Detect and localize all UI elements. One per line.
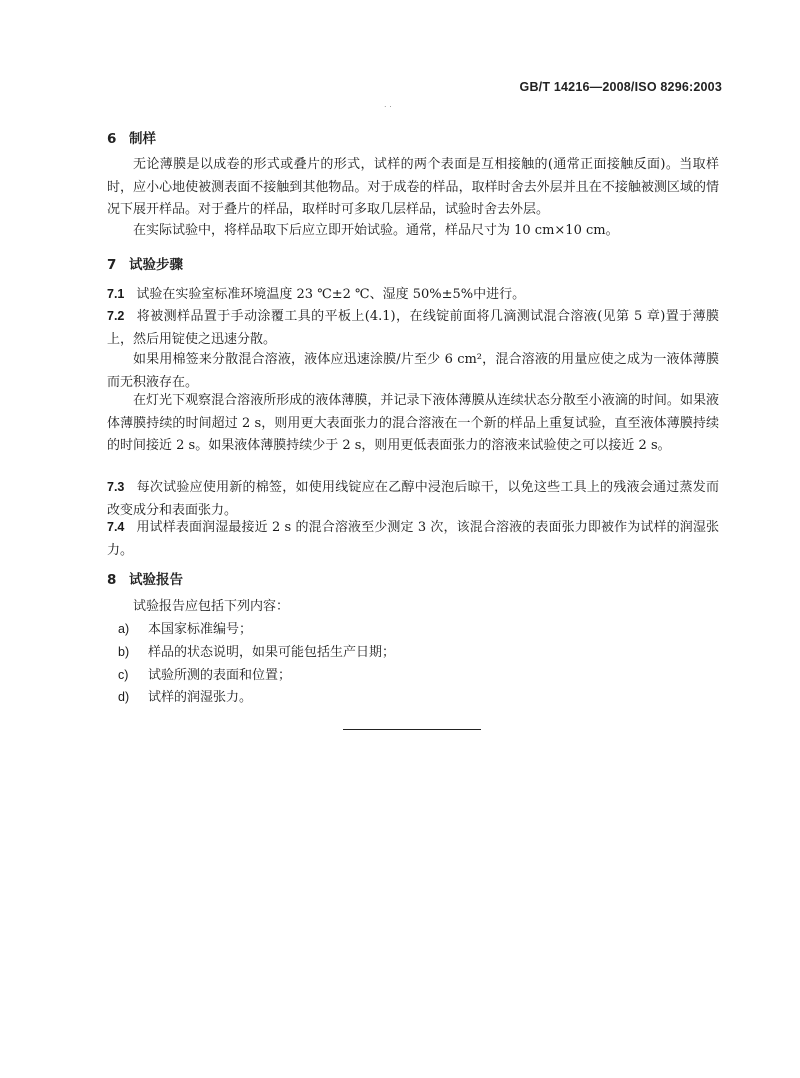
list-text: 本国家标准编号； <box>148 622 253 637</box>
section-7-heading <box>107 253 183 273</box>
list-label: d) <box>118 690 130 704</box>
section-8-title: 试验报告 <box>129 572 183 588</box>
section-7-number: 7 <box>107 257 117 273</box>
clause-7-3-text: 每次试验应使用新的棉签，如使用线锭应在乙醇中浸泡后晾干，以免这些工具上的残液会通过蒸发而改变成分和表面张力。 <box>107 480 719 518</box>
report-list-item <box>118 664 291 688</box>
clause-7-2-paragraph-2: 如果用棉签来分散混合溶液，液体应迅速涂膜/片至少 6 cm²，混合溶液的用量应使之成为一液体薄膜而无积液存在。 <box>107 352 719 390</box>
section-6-number: 6 <box>107 131 117 147</box>
report-list-item <box>118 686 252 710</box>
clause-7-1-text: 试验在实验室标准环境温度 23 ℃±2 ℃、湿度 50%±5%中进行。 <box>136 287 526 302</box>
clause-7-4 <box>107 516 719 562</box>
clause-7-2-number: 7.2 <box>107 309 125 323</box>
section-7-title: 试验步骤 <box>129 257 183 273</box>
list-text: 试验所测的表面和位置； <box>148 668 292 683</box>
clause-7-1 <box>107 283 719 307</box>
list-text: 样品的状态说明，如果可能包括生产日期； <box>148 645 396 660</box>
list-label: a) <box>118 622 130 636</box>
end-of-document-rule <box>343 729 481 730</box>
report-list-item <box>118 618 252 642</box>
section-6-heading <box>107 127 156 147</box>
report-intro: 试验报告应包括下列内容： <box>133 599 290 614</box>
clause-7-3-number: 7.3 <box>107 480 125 494</box>
section-8-heading <box>107 568 183 588</box>
clause-7-1-number: 7.1 <box>107 287 125 301</box>
section-6-paragraph-1: 无论薄膜是以成卷的形式或叠片的形式，试样的两个表面是互相接触的(通常正面接触反面)。当取样时，应小心地使被测表面不接触到其他物品。对于成卷的样品，取样时舍去外层并且在不接触被测区域的情况下展开样品。对于叠片的样品，取样时可多取几层样品，试验时舍去外层。 <box>107 157 719 217</box>
section-6-title: 制样 <box>129 131 156 147</box>
section-8-number: 8 <box>107 572 117 588</box>
clause-7-2 <box>107 305 719 351</box>
report-list-item <box>118 641 395 665</box>
clause-7-4-text: 用试样表面润湿最接近 2 s 的混合溶液至少测定 3 次，该混合溶液的表面张力即被作为试样的润湿张力。 <box>107 520 719 558</box>
list-label: c) <box>118 668 129 682</box>
clause-7-2-text: 将被测样品置于手动涂覆工具的平板上(4.1)，在线锭前面将几滴测试混合溶液(见第 5 章)置于薄膜上，然后用锭使之迅速分散。 <box>107 309 719 347</box>
clause-7-4-number: 7.4 <box>107 520 125 534</box>
standard-code-header: GB/T 14216—2008/ISO 8296:2003 <box>519 80 722 94</box>
section-6-paragraph-2: 在实际试验中，将样品取下后应立即开始试验。通常，样品尺寸为 10 cm×10 cm。 <box>133 223 619 238</box>
list-text: 试样的润湿张力。 <box>148 690 253 705</box>
clause-7-2-paragraph-3: 在灯光下观察混合溶液所形成的液体薄膜，并记录下液体薄膜从连续状态分散至小液滴的时间。如果液体薄膜持续的时间超过 2 s，则用更大表面张力的混合溶液在一个新的样品上重复试验，直至液体薄膜持续的时间接近 2 s。如果液体薄膜持续少于 2 s，则用更低表面张力的溶液来试验使之可以接近 2 s。 <box>107 393 719 453</box>
scan-artifact: . . <box>384 100 392 109</box>
list-label: b) <box>118 645 130 659</box>
